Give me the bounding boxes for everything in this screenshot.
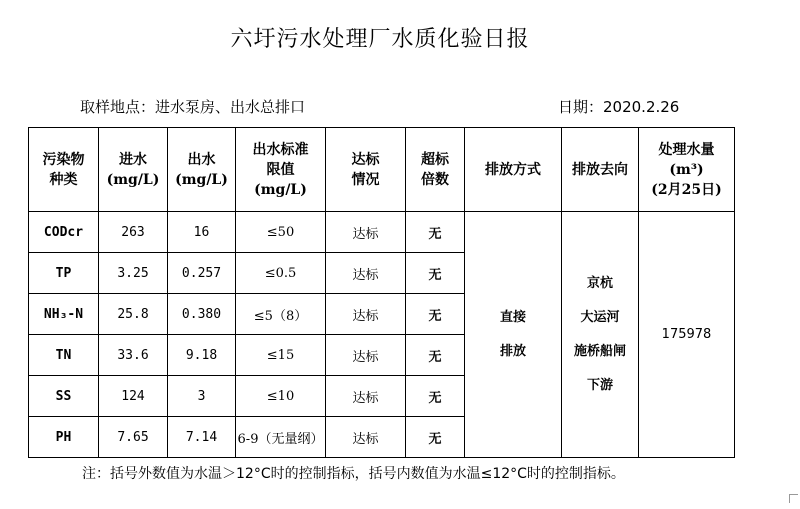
influent-value: 263	[99, 212, 168, 253]
status-value: 达标	[326, 417, 406, 458]
limit-value: ≤50	[236, 212, 326, 253]
footnote: 注：括号外数值为水温＞12°C时的控制指标，括号内数值为水温≤12°C时的控制指标。	[82, 466, 625, 482]
discharge-destination: 京杭 大运河 施桥船闸 下游	[562, 212, 639, 458]
effluent-value: 0.257	[168, 253, 236, 294]
page-corner-mark	[789, 494, 798, 503]
exceed-value: 无	[406, 253, 465, 294]
header-influent: 进水 (mg/L)	[99, 128, 168, 212]
influent-value: 33.6	[99, 335, 168, 376]
status-value: 达标	[326, 212, 406, 253]
pollutant-name: SS	[29, 376, 99, 417]
sampling-point: 取样地点：进水泵房、出水总排口	[80, 98, 306, 116]
status-value: 达标	[326, 335, 406, 376]
table-row	[29, 212, 735, 253]
pollutant-name: CODcr	[29, 212, 99, 253]
influent-value: 3.25	[99, 253, 168, 294]
water-quality-table	[28, 127, 735, 458]
limit-value: ≤10	[236, 376, 326, 417]
header-method: 排放方式	[465, 128, 562, 212]
influent-value: 124	[99, 376, 168, 417]
exceed-value: 无	[406, 417, 465, 458]
header-limit: 出水标准 限值 (mg/L)	[236, 128, 326, 212]
limit-value: ≤5（8）	[236, 294, 326, 335]
header-volume: 处理水量 (m³) (2月25日)	[639, 128, 735, 212]
exceed-value: 无	[406, 294, 465, 335]
treated-volume: 175978	[639, 212, 735, 458]
header-status: 达标 情况	[326, 128, 406, 212]
effluent-value: 0.380	[168, 294, 236, 335]
pollutant-name: PH	[29, 417, 99, 458]
exceed-value: 无	[406, 376, 465, 417]
effluent-value: 16	[168, 212, 236, 253]
pollutant-name: NH₃-N	[29, 294, 99, 335]
status-value: 达标	[326, 376, 406, 417]
exceed-value: 无	[406, 212, 465, 253]
effluent-value: 9.18	[168, 335, 236, 376]
limit-value: ≤15	[236, 335, 326, 376]
status-value: 达标	[326, 253, 406, 294]
effluent-value: 7.14	[168, 417, 236, 458]
exceed-value: 无	[406, 335, 465, 376]
header-effluent: 出水 (mg/L)	[168, 128, 236, 212]
influent-value: 7.65	[99, 417, 168, 458]
pollutant-name: TN	[29, 335, 99, 376]
limit-value: ≤0.5	[236, 253, 326, 294]
status-value: 达标	[326, 294, 406, 335]
header-pollutant: 污染物 种类	[29, 128, 99, 212]
discharge-method: 直接 排放	[465, 212, 562, 458]
header-destination: 排放去向	[562, 128, 639, 212]
influent-value: 25.8	[99, 294, 168, 335]
effluent-value: 3	[168, 376, 236, 417]
report-date: 日期：2020.2.26	[558, 98, 680, 116]
header-exceed: 超标 倍数	[406, 128, 465, 212]
limit-value: 6-9（无量纲）	[236, 417, 326, 458]
pollutant-name: TP	[29, 253, 99, 294]
header-row	[29, 128, 735, 212]
report-title: 六圩污水处理厂水质化验日报	[230, 27, 530, 52]
